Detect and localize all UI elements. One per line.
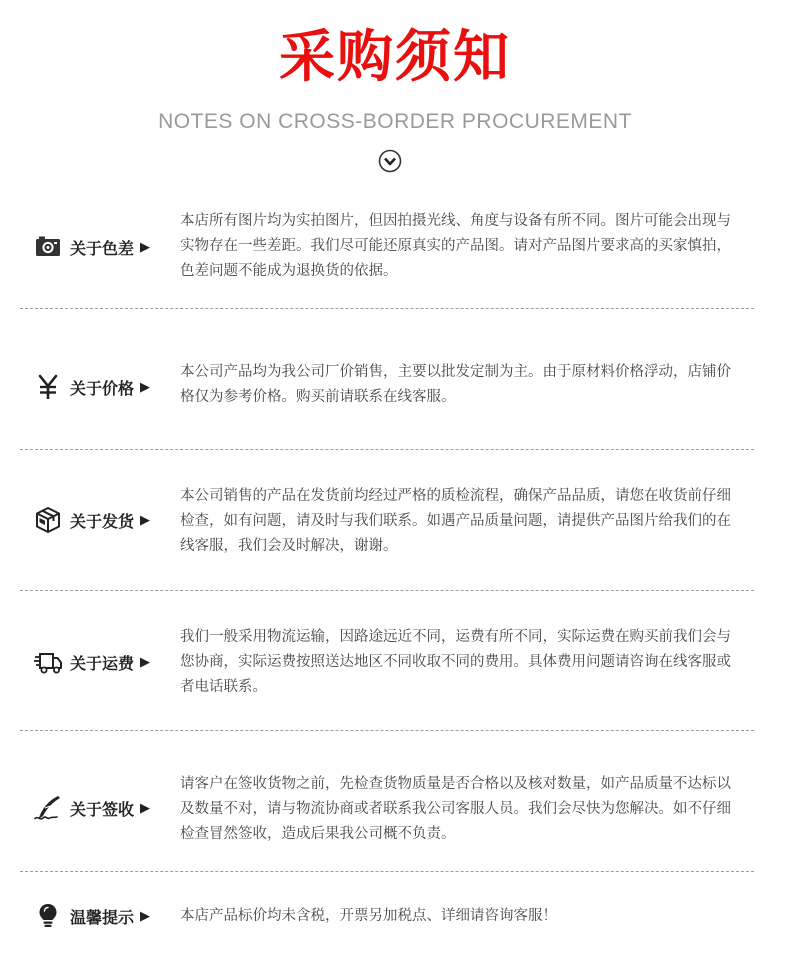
yen-icon: [34, 373, 62, 401]
section-arrow: ▶: [140, 239, 151, 255]
signature-pen-icon: [34, 794, 62, 822]
notice-section-receiving: [20, 770, 754, 850]
section-header: [34, 506, 150, 534]
section-label: 关于运费: [70, 653, 135, 673]
section-divider: [20, 730, 754, 731]
section-label: 温馨提示: [70, 907, 135, 927]
section-divider: [20, 308, 754, 309]
section-header: [34, 648, 150, 676]
notice-section-color: [20, 208, 754, 288]
section-label: 关于色差: [70, 238, 135, 258]
section-label: 关于价格: [70, 378, 135, 398]
package-icon: [34, 506, 62, 534]
section-arrow: ▶: [140, 800, 151, 816]
notice-section-tips: [20, 900, 754, 934]
section-arrow: ▶: [140, 512, 151, 528]
section-text: 本店所有图片均为实拍图片，但因拍摄光线、角度与设备有所不同。图片可能会出现与实物存在一些差距。我们尽可能还原真实的产品图。请对产品图片要求高的买家慎拍，色差问题不能成为退换货的依据。: [180, 213, 731, 279]
chevron-down-circle-icon: [378, 149, 402, 173]
section-divider: [20, 449, 754, 450]
section-divider: [20, 590, 754, 591]
lightbulb-icon: [34, 902, 62, 930]
section-arrow: ▶: [140, 379, 151, 395]
section-label: 关于发货: [70, 511, 135, 531]
page-subtitle: NOTES ON CROSS-BORDER PROCUREMENT: [158, 110, 632, 133]
section-text: 本公司销售的产品在发货前均经过严格的质检流程，确保产品品质，请您在收货前仔细检查，如有问题，请及时与我们联系。如遇产品质量问题，请提供产品图片给我们的在线客服，我们会及时解决，谢谢。: [180, 488, 731, 554]
section-text: 请客户在签收货物之前，先检查货物质量是否合格以及核对数量，如产品质量不达标以及数量不对，请与物流协商或者联系我公司客服人员。我们会尽快为您解决。如不仔细检查冒然签收，造成后果我公司概不负责。: [180, 776, 731, 842]
section-header: [34, 233, 150, 261]
section-header: [34, 902, 150, 930]
section-label: 关于签收: [70, 799, 135, 819]
notice-section-freight: [20, 624, 754, 704]
section-arrow: ▶: [140, 654, 151, 670]
notice-section-shipping: [20, 484, 754, 564]
delivery-truck-icon: [34, 648, 62, 676]
page-title: 采购须知: [279, 25, 511, 90]
section-header: [34, 794, 150, 822]
camera-icon: [34, 233, 62, 261]
notice-section-price: [20, 358, 754, 418]
section-header: [34, 373, 150, 401]
section-text: 本店产品标价均未含税，开票另加税点、详细请咨询客服！: [180, 908, 557, 924]
section-divider: [20, 871, 754, 872]
section-arrow: ▶: [140, 908, 151, 924]
section-text: 我们一般采用物流运输，因路途远近不同，运费有所不同，实际运费在购买前我们会与您协商，实际运费按照送达地区不同收取不同的费用。具体费用问题请咨询在线客服或者电话联系。: [180, 629, 731, 695]
section-text: 本公司产品均为我公司厂价销售，主要以批发定制为主。由于原材料价格浮动，店铺价格仅为参考价格。购买前请联系在线客服。: [180, 364, 731, 405]
